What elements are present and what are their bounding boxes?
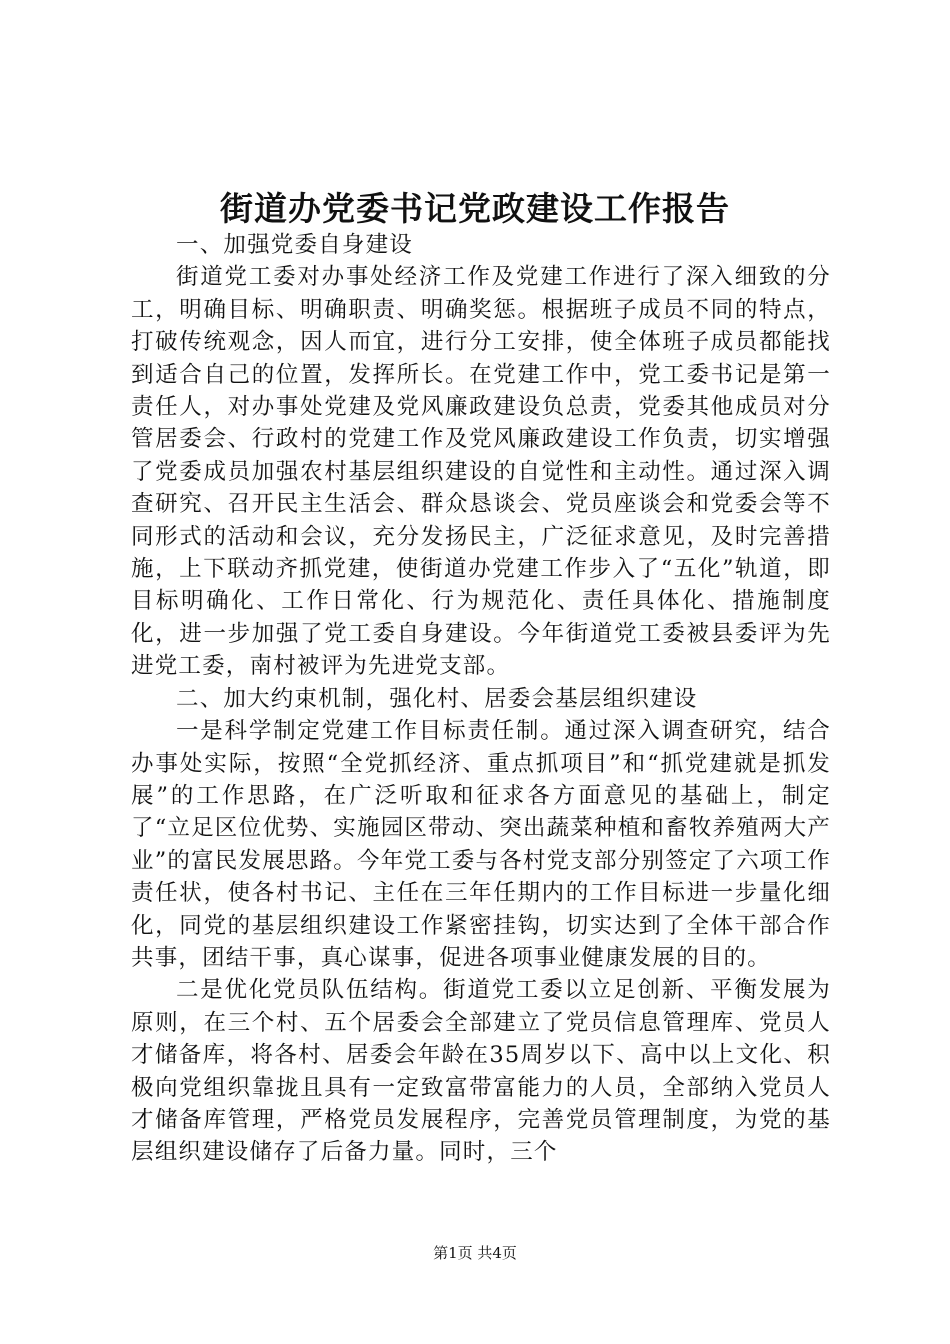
paragraph: 一是科学制定党建工作目标责任制。通过深入调查研究，结合办事处实际，按照“全党抓经济、重点抓项目”和“抓党建就是抓发展”的工作思路，在广泛听取和征求各方面意见的基础上，制定了“立足区位优势、实施园区带动、突出蔬菜种植和畜牧养殖两大产业”的富民发展思路。今年党工委与各村党支部分别签定了六项工作责任状，使各村书记、主任在三年任期内的工作目标进一步量化细化，同党的基层组织建设工作紧密挂钩，切实达到了全体干部合作共事，团结干事，真心谋事，促进各项事业健康发展的目的。 bbox=[131, 718, 832, 971]
document-title: 街道办党委书记党政建设工作报告 bbox=[220, 189, 730, 228]
section-heading-2: 二、加大约束机制，强化村、居委会基层组织建设 bbox=[176, 685, 698, 712]
document-body bbox=[131, 229, 831, 1169]
page-number-footer: 第1页 共4页 bbox=[433, 1244, 517, 1262]
paragraph: 二是优化党员队伍结构。街道党工委以立足创新、平衡发展为原则，在三个村、五个居委会全部建立了党员信息管理库、党员人才储备库，将各村、居委会年龄在35周岁以下、高中以上文化、积极向党组织靠拢且具有一定致富带富能力的人员，全部纳入党员人才储备库管理，严格党员发展程序，完善党员管理制度，为党的基层组织建设储存了后备力量。同时，三个 bbox=[131, 977, 831, 1166]
section-heading-1: 一、加强党委自身建设 bbox=[176, 232, 414, 258]
paragraph: 街道党工委对办事处经济工作及党建工作进行了深入细致的分工，明确目标、明确职责、明确奖惩。根据班子成员不同的特点，打破传统观念，因人而宜，进行分工安排，使全体班子成员都能找到适合自己的位置，发挥所长。在党建工作中，党工委书记是第一责任人，对办事处党建及党风廉政建设负总责，党委其他成员对分管居委会、行政村的党建工作及党风廉政建设工作负责，切实增强了党委成员加强农村基层组织建设的自觉性和主动性。通过深入调查研究、召开民主生活会、群众恳谈会、党员座谈会和党委会等不同形式的活动和会议，充分发扬民主，广泛征求意见，及时完善措施，上下联动齐抓党建，使街道办党建工作步入了“五化”轨道，即目标明确化、工作日常化、行为规范化、责任具体化、措施制度化，进一步加强了党工委自身建设。今年街道党工委被县委评为先进党工委，南村被评为先进党支部。 bbox=[131, 264, 831, 680]
